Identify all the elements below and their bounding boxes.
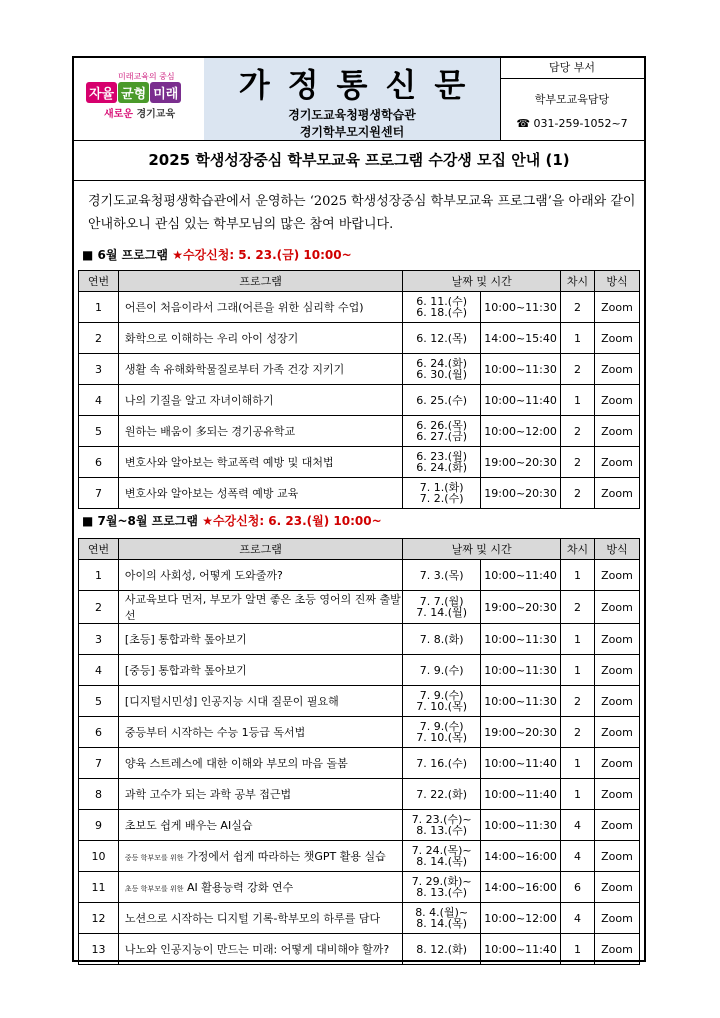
program-date: 6. 25.(수) [416, 393, 467, 407]
program-time: 10:00~11:40 [481, 748, 561, 779]
row-number: 11 [79, 872, 119, 903]
program-mode: Zoom [594, 624, 639, 655]
table-row [79, 385, 640, 416]
program-time: 10:00~12:00 [481, 416, 561, 447]
june-heading: 6월 프로그램 [97, 248, 169, 262]
table-row [79, 292, 640, 323]
row-number: 9 [79, 810, 119, 841]
program-sessions: 1 [561, 934, 595, 965]
program-title: 생활 속 유해화학물질로부터 가족 건강 지키기 [124, 363, 345, 376]
program-date-2: 6. 27.(금) [416, 430, 467, 443]
table-header-row [79, 271, 640, 292]
program-sessions: 1 [561, 385, 595, 416]
row-number: 4 [79, 385, 119, 416]
program-date-2: 7. 14.(월) [416, 606, 467, 619]
program-sessions: 2 [561, 447, 595, 478]
row-number: 12 [79, 903, 119, 934]
program-date-cell [403, 903, 481, 934]
table-row [79, 624, 640, 655]
col-header: 날짜 및 시간 [403, 539, 561, 560]
table-row [79, 591, 640, 624]
row-number: 7 [79, 478, 119, 509]
program-time: 10:00~11:30 [481, 810, 561, 841]
program-date-cell [403, 872, 481, 903]
program-title-cell [118, 903, 402, 934]
intro-text: 경기도교육청평생학습관에서 운영하는 ‘2025 학생성장중심 학부모교육 프로그램’을 아래와 같이 안내하오니 관심 있는 학부모님의 많은 참여 바랍니다. [88, 194, 636, 232]
page-title: 가정통신문 [238, 66, 484, 104]
program-title-cell [118, 560, 402, 591]
col-header: 차시 [561, 539, 595, 560]
program-time: 14:00~15:40 [481, 323, 561, 354]
program-date-cell [403, 841, 481, 872]
row-number: 1 [79, 560, 119, 591]
july-section-heading: ■ 7월~8월 프로그램 ★수강신청: 6. 23.(월) 10:00~ [82, 514, 382, 528]
program-sessions: 1 [561, 779, 595, 810]
program-sessions: 2 [561, 717, 595, 748]
program-date-cell [403, 416, 481, 447]
program-title: [초등] 통합과학 톺아보기 [124, 633, 247, 646]
program-date: 6. 12.(목) [416, 331, 467, 345]
program-time: 10:00~11:40 [481, 385, 561, 416]
table-row [79, 354, 640, 385]
row-number: 1 [79, 292, 119, 323]
program-date: 7. 3.(목) [419, 568, 464, 582]
program-date-2: 8. 14.(목) [416, 855, 467, 868]
program-title-cell [118, 872, 402, 903]
table-row [79, 872, 640, 903]
table-row [79, 560, 640, 591]
row-number: 10 [79, 841, 119, 872]
program-mode: Zoom [594, 292, 639, 323]
program-date-cell [403, 624, 481, 655]
table-row [79, 655, 640, 686]
table-row [79, 841, 640, 872]
program-date-cell [403, 478, 481, 509]
program-date: 7. 9.(수) [419, 720, 464, 733]
july-apply-date: ★수강신청: 6. 23.(월) 10:00~ [202, 514, 382, 528]
program-title: AI 활용능력 강화 연수 [186, 881, 294, 894]
program-sessions: 1 [561, 323, 595, 354]
june-program-table [78, 270, 640, 509]
program-title: 가정에서 쉽게 따라하는 챗GPT 활용 실습 [186, 850, 386, 863]
org-name-2: 경기학부모지원센터 [299, 125, 405, 139]
program-sessions: 2 [561, 591, 595, 624]
program-sessions: 2 [561, 416, 595, 447]
dept-name: 학부모교육담당 [534, 93, 610, 106]
program-title: 나의 기질을 알고 자녀이해하기 [124, 394, 274, 407]
program-title: [디지털시민성] 인공지능 시대 질문이 필요해 [124, 695, 339, 708]
program-title-cell [118, 416, 402, 447]
table-row [79, 717, 640, 748]
row-number: 2 [79, 323, 119, 354]
program-sessions: 2 [561, 686, 595, 717]
col-header: 방식 [594, 271, 639, 292]
program-date: 7. 9.(수) [419, 689, 464, 702]
org-name-1: 경기도교육청평생학습관 [288, 108, 416, 122]
program-date-2: 7. 2.(수) [419, 492, 464, 505]
program-time: 10:00~12:00 [481, 903, 561, 934]
program-time: 10:00~11:30 [481, 686, 561, 717]
program-sessions: 1 [561, 624, 595, 655]
program-sessions: 2 [561, 478, 595, 509]
program-title-cell [118, 748, 402, 779]
program-date: 7. 23.(수)~ [411, 813, 472, 826]
row-number: 6 [79, 717, 119, 748]
program-mode: Zoom [594, 903, 639, 934]
program-time: 10:00~11:30 [481, 292, 561, 323]
col-header: 연번 [79, 539, 119, 560]
program-mode: Zoom [594, 717, 639, 748]
program-mode: Zoom [594, 416, 639, 447]
program-mode: Zoom [594, 354, 639, 385]
program-prefix: 중등 학부모를 위한 [124, 854, 184, 862]
program-title-cell [118, 686, 402, 717]
program-date: 6. 26.(목) [416, 419, 467, 432]
program-title: 어른이 처음이라서 그래(어른을 위한 심리학 수업) [124, 301, 364, 314]
col-header: 날짜 및 시간 [403, 271, 561, 292]
program-date: 7. 22.(화) [416, 787, 467, 801]
program-date: 7. 8.(화) [419, 632, 464, 646]
program-time: 10:00~11:30 [481, 624, 561, 655]
program-date: 6. 24.(화) [416, 357, 467, 370]
program-date-2: 7. 10.(목) [416, 700, 467, 713]
june-section-heading: ■ 6월 프로그램 ★수강신청: 5. 23.(금) 10:00~ [82, 248, 352, 262]
program-mode: Zoom [594, 591, 639, 624]
program-time: 14:00~16:00 [481, 872, 561, 903]
table-row [79, 748, 640, 779]
program-date-cell [403, 323, 481, 354]
program-title: 과학 고수가 되는 과학 공부 접근법 [124, 788, 292, 801]
col-header: 프로그램 [118, 539, 402, 560]
row-number: 5 [79, 416, 119, 447]
program-title-cell [118, 655, 402, 686]
program-date-cell [403, 934, 481, 965]
program-time: 10:00~11:30 [481, 655, 561, 686]
newsletter-frame [72, 56, 646, 962]
program-date: 7. 24.(목)~ [411, 844, 472, 857]
program-date: 8. 12.(화) [416, 942, 467, 956]
row-number: 3 [79, 354, 119, 385]
program-date-2: 6. 24.(화) [416, 461, 467, 474]
program-title-cell [118, 779, 402, 810]
program-date: 7. 29.(화)~ [411, 875, 472, 888]
program-title-cell [118, 385, 402, 416]
program-mode: Zoom [594, 841, 639, 872]
program-sessions: 4 [561, 841, 595, 872]
july-heading: 7월~8월 프로그램 [97, 514, 198, 528]
program-date-cell [403, 810, 481, 841]
row-number: 13 [79, 934, 119, 965]
program-title-cell [118, 934, 402, 965]
program-sessions: 2 [561, 354, 595, 385]
table-row [79, 323, 640, 354]
program-mode: Zoom [594, 323, 639, 354]
title-box [204, 58, 501, 140]
table-row [79, 686, 640, 717]
program-title: 초보도 쉽게 배우는 AI실습 [124, 819, 253, 832]
program-date-cell [403, 717, 481, 748]
program-title: 사교육보다 먼저, 부모가 알면 좋은 초등 영어의 진짜 출발선 [124, 593, 401, 622]
gyeonggi-education-logo [74, 58, 205, 140]
program-title-cell [118, 591, 402, 624]
program-date: 6. 11.(수) [416, 295, 467, 308]
program-mode: Zoom [594, 560, 639, 591]
header [74, 58, 644, 141]
row-number: 3 [79, 624, 119, 655]
program-time: 10:00~11:40 [481, 934, 561, 965]
program-title: 변호사와 알아보는 성폭력 예방 교육 [124, 487, 299, 500]
col-header: 차시 [561, 271, 595, 292]
program-title-cell [118, 810, 402, 841]
program-sessions: 4 [561, 903, 595, 934]
program-date-cell [403, 354, 481, 385]
program-date-cell [403, 748, 481, 779]
program-date-2: 7. 10.(목) [416, 731, 467, 744]
program-date-2: 6. 30.(월) [416, 368, 467, 381]
program-title-cell [118, 447, 402, 478]
row-number: 5 [79, 686, 119, 717]
program-date-cell [403, 655, 481, 686]
program-sessions: 2 [561, 292, 595, 323]
program-prefix: 초등 학부모를 위한 [124, 885, 184, 893]
program-title: 노션으로 시작하는 디지털 기록-학부모의 하루를 담다 [124, 912, 381, 925]
row-number: 7 [79, 748, 119, 779]
program-mode: Zoom [594, 385, 639, 416]
program-title-cell [118, 323, 402, 354]
program-time: 10:00~11:40 [481, 560, 561, 591]
row-number: 2 [79, 591, 119, 624]
program-title: 양육 스트레스에 대한 이해와 부모의 마음 돌봄 [124, 757, 348, 770]
phone-number: ☎ 031-259-1052~7 [516, 117, 628, 130]
dept-box [500, 58, 644, 140]
program-time: 19:00~20:30 [481, 478, 561, 509]
program-title: 아이의 사회성, 어떻게 도와줄까? [124, 569, 283, 582]
program-date: 7. 7.(월) [419, 595, 464, 608]
program-title: 중등부터 시작하는 수능 1등급 독서법 [124, 726, 306, 739]
program-title: [중등] 통합과학 톺아보기 [124, 664, 247, 677]
table-row [79, 903, 640, 934]
row-number: 6 [79, 447, 119, 478]
program-title: 화학으로 이해하는 우리 아이 성장기 [124, 332, 299, 345]
program-title-cell [118, 717, 402, 748]
logo-sub-a: 새로운 [104, 109, 133, 120]
logo-tagline: 미래교육의 중심 [118, 72, 175, 81]
program-title: 원하는 배움이 多되는 경기공유학교 [124, 425, 296, 438]
program-time: 10:00~11:30 [481, 354, 561, 385]
program-time: 14:00~16:00 [481, 841, 561, 872]
program-title-cell [118, 841, 402, 872]
table-row [79, 447, 640, 478]
program-sessions: 4 [561, 810, 595, 841]
program-sessions: 1 [561, 560, 595, 591]
program-date-2: 8. 13.(수) [416, 824, 467, 837]
program-date: 7. 9.(수) [419, 663, 464, 677]
program-time: 19:00~20:30 [481, 717, 561, 748]
program-time: 19:00~20:30 [481, 447, 561, 478]
table-header-row [79, 539, 640, 560]
program-date-2: 8. 14.(목) [416, 917, 467, 930]
program-date-cell [403, 292, 481, 323]
program-mode: Zoom [594, 934, 639, 965]
row-number: 4 [79, 655, 119, 686]
dept-header: 담당 부서 [500, 58, 644, 79]
program-title: 나노와 인공지능이 만드는 미래: 어떻게 대비해야 할까? [124, 943, 390, 956]
logo-pill: 균형 [118, 82, 149, 103]
col-header: 프로그램 [118, 271, 402, 292]
logo-pill: 미래 [150, 82, 181, 103]
program-time: 10:00~11:40 [481, 779, 561, 810]
program-date-cell [403, 591, 481, 624]
program-mode: Zoom [594, 447, 639, 478]
program-mode: Zoom [594, 779, 639, 810]
program-mode: Zoom [594, 686, 639, 717]
program-title-cell [118, 292, 402, 323]
table-row [79, 478, 640, 509]
program-date-cell [403, 686, 481, 717]
program-time: 19:00~20:30 [481, 591, 561, 624]
program-title-cell [118, 624, 402, 655]
row-number: 8 [79, 779, 119, 810]
program-sessions: 1 [561, 655, 595, 686]
col-header: 연번 [79, 271, 119, 292]
program-sessions: 1 [561, 748, 595, 779]
table-row [79, 779, 640, 810]
program-mode: Zoom [594, 810, 639, 841]
notice-subtitle: 2025 학생성장중심 학부모교육 프로그램 수강생 모집 안내 (1) [74, 140, 644, 181]
program-date-2: 8. 13.(수) [416, 886, 467, 899]
program-date: 6. 23.(월) [416, 450, 467, 463]
col-header: 방식 [594, 539, 639, 560]
logo-pill: 자율 [86, 82, 117, 103]
table-row [79, 934, 640, 965]
program-date: 7. 16.(수) [416, 756, 467, 770]
program-date-cell [403, 779, 481, 810]
program-date: 7. 1.(화) [419, 481, 464, 494]
table-row [79, 810, 640, 841]
program-mode: Zoom [594, 748, 639, 779]
program-date-cell [403, 385, 481, 416]
program-date-cell [403, 447, 481, 478]
program-mode: Zoom [594, 872, 639, 903]
july-program-table [78, 538, 640, 965]
program-title-cell [118, 354, 402, 385]
program-sessions: 6 [561, 872, 595, 903]
program-title: 변호사와 알아보는 학교폭력 예방 및 대처법 [124, 456, 334, 469]
program-title-cell [118, 478, 402, 509]
program-date: 8. 4.(월)~ [415, 906, 469, 919]
program-mode: Zoom [594, 655, 639, 686]
program-date-cell [403, 560, 481, 591]
logo-sub-b: 경기교육 [136, 109, 176, 120]
program-date-2: 6. 18.(수) [416, 306, 467, 319]
table-row [79, 416, 640, 447]
program-mode: Zoom [594, 478, 639, 509]
june-apply-date: ★수강신청: 5. 23.(금) 10:00~ [172, 248, 352, 262]
